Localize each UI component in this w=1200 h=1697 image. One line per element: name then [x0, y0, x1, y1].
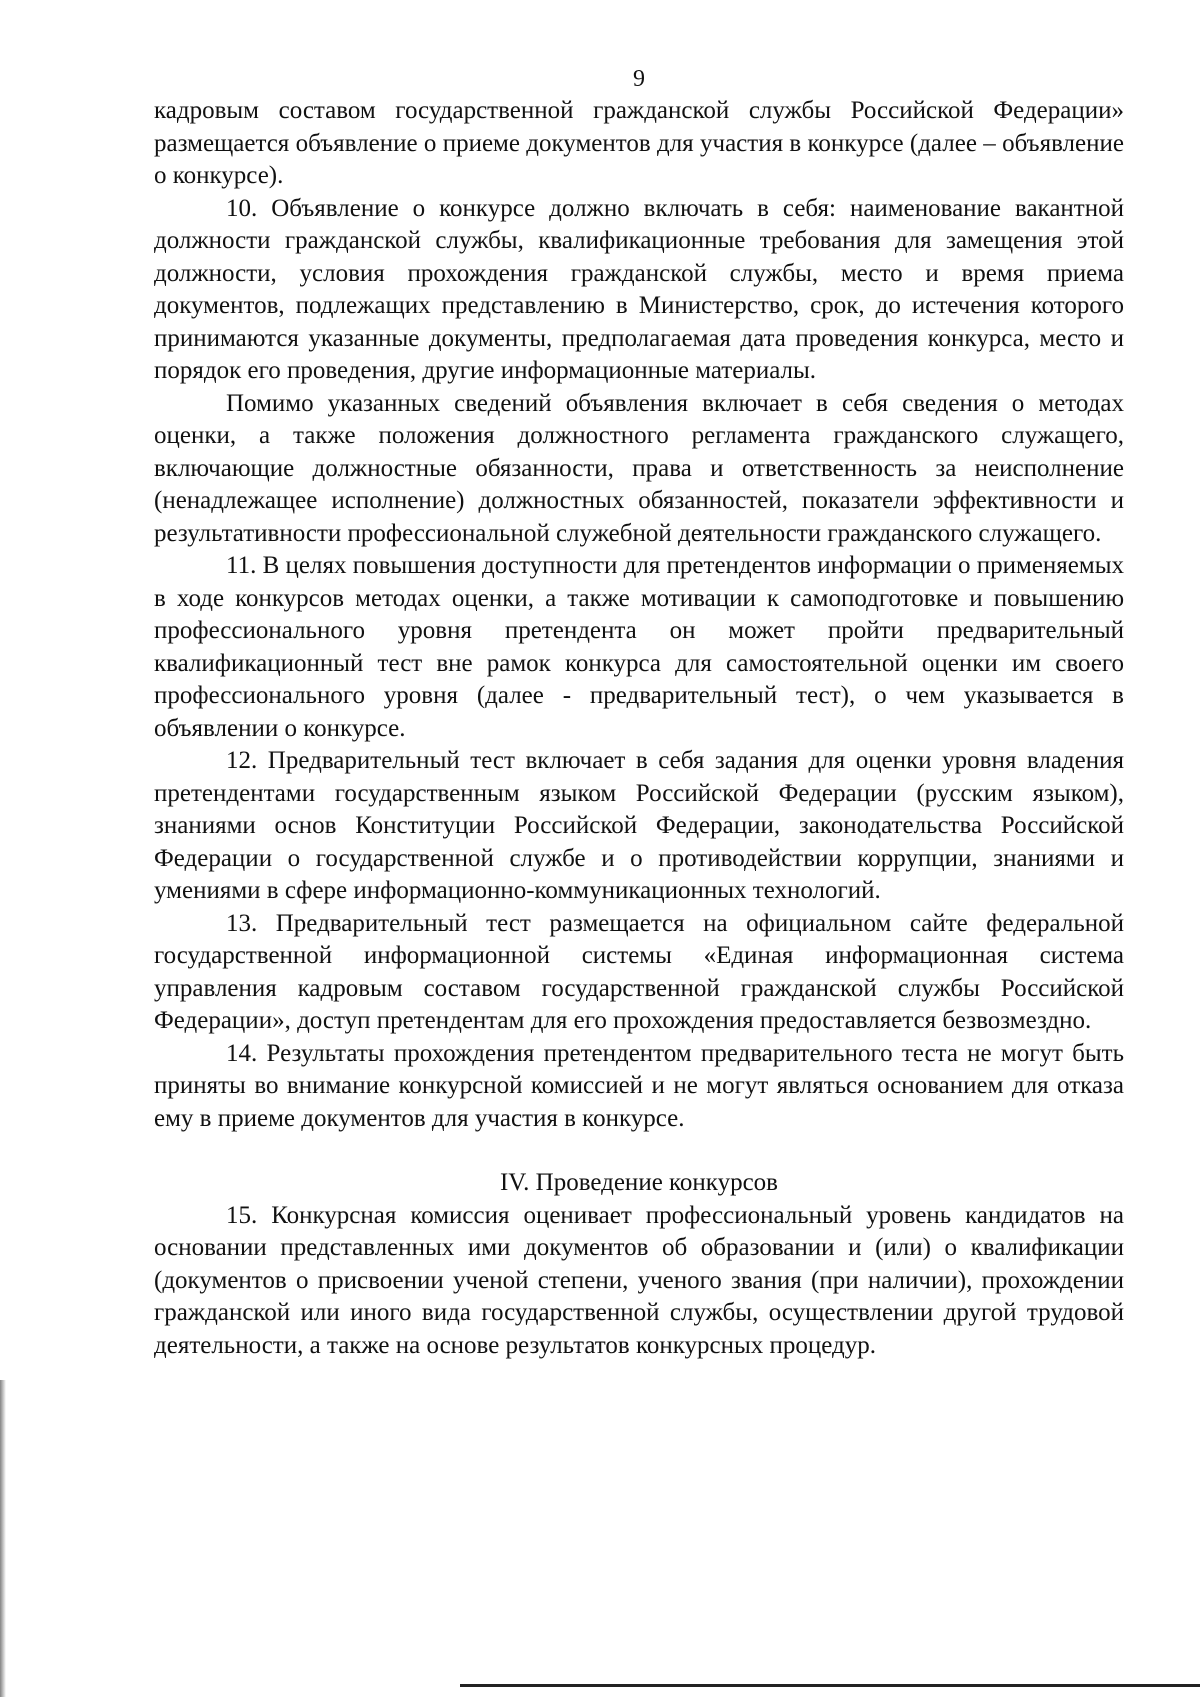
paragraph-14: 14. Результаты прохождения претендентом предварительного теста не могут быть приняты во внимание конкурсной комиссией и не могут являться основанием для отказа ему в приеме документов для участия в конкурсе.: [154, 1039, 1124, 1132]
paragraph-10-addendum: Помимо указанных сведений объявления включает в себя сведения о методах оценки, а также положения должностного регламента гражданского служащего, включающие должностные обязанности, права и ответственность за неисполнение (ненадлежащее исполнение) должностных обязанностей, показатели эффективности и результативности профессиональной служебной деятельности гражданского служащего.: [154, 389, 1124, 547]
page-number: 9: [633, 66, 645, 92]
paragraph-12: 12. Предварительный тест включает в себя задания для оценки уровня владения претендентами государственным языком Российской Федерации (русским языком), знаниями основ Конституции Российской Федерации, законодательства Российской Федерации о государственной службе и о противодействии коррупции, знаниями и умениями в сфере информационно-коммуникационных технологий.: [154, 747, 1124, 904]
section-title: IV. Проведение конкурсов: [499, 1169, 778, 1196]
page-content: [154, 64, 1124, 1362]
paragraph-continuation: кадровым составом государственной гражданской службы Российской Федерации» размещается объявление о приеме документов для участия в конкурсе (далее – объявление о конкурсе).: [154, 97, 1124, 189]
paragraph-13: 13. Предварительный тест размещается на официальном сайте федеральной государственной информационной системы «Единая информационная система управления кадровым составом государственной гражданской службы Российской Федерации», доступ претендентам для его прохождения предоставляется безвозмездно.: [154, 909, 1124, 1034]
paragraph-11: 11. В целях повышения доступности для претендентов информации о применяемых в ходе конкурсов методах оценки, а также мотивации к самоподготовке и повышению профессионального уровня претендента он может пройти предварительный квалификационный тест вне рамок конкурса для самостоятельной оценки им своего профессионального уровня (далее - предварительный тест), о чем указывается в объявлении о конкурсе.: [154, 552, 1124, 742]
scan-edge-bottom: [460, 1684, 1200, 1687]
paragraph-15: 15. Конкурсная комиссия оценивает профессиональный уровень кандидатов на основании представленных ими документов об образовании и (или) о квалификации (документов о присвоении ученой степени, ученого звания (при наличии), прохождении гражданской или иного вида государственной службы, осуществлении другой трудовой деятельности, а также на основе результатов конкурсных процедур.: [154, 1201, 1124, 1359]
scan-edge-left: [0, 1380, 6, 1697]
paragraph-10: 10. Объявление о конкурсе должно включать в себя: наименование вакантной должности гражданской службы, квалификационные требования для замещения этой должности, условия прохождения гражданской службы, место и время приема документов, подлежащих представлению в Министерство, срок, до истечения которого принимаются указанные документы, предполагаемая дата проведения конкурса, место и порядок его проведения, другие информационные материалы.: [154, 194, 1124, 384]
